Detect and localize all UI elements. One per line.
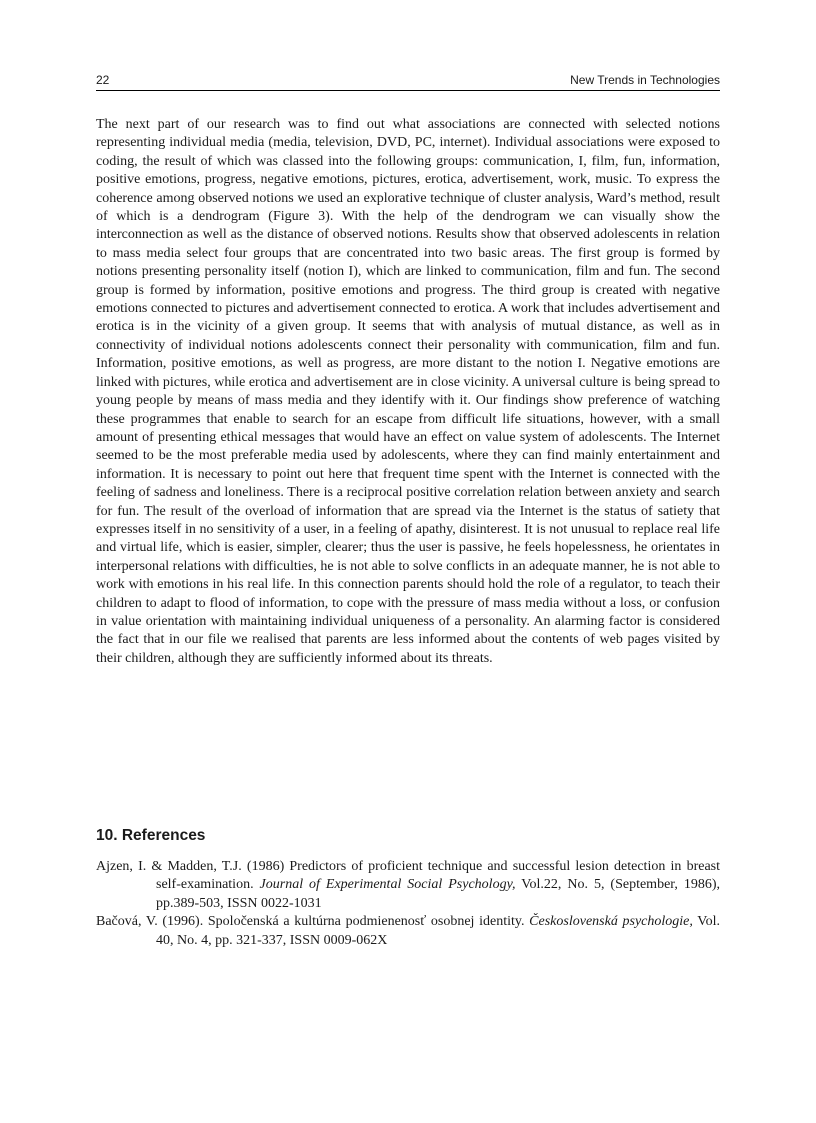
reference-text: Ajzen, I. & Madden, T.J. (1986) Predictors of proficient technique and successful lesion detection in breast self-examination. [96,859,720,893]
reference-text: Bačová, V. (1996). Spoločenská a kultúrna podmienenosť osobnej identity. [96,914,530,930]
references-list [96,858,720,950]
references-heading: 10. References [96,827,206,844]
body-paragraph: The next part of our research was to find out what associations are connected with selected notions representing individual media (media, television, DVD, PC, internet). Individual associations were exposed to coding, the result of which was classed into the following groups: communication, I, film, fun, information, positive emotions, progress, negative emotions, pictures, erotica, advertisement, work, music. To express the coherence among observed notions we used an explorative technique of cluster analysis, Ward’s method, result of which is a dendrogram (Figure 3). With the help of the dendrogram we can visually show the interconnection as well as the distance of observed notions. Results show that observed adolescents in relation to mass media select four groups that are concentrated into two basic areas. The first group is formed by notions presenting personality itself (notion I), which are linked to communication, film and fun. The second group is formed by information, positive emotions and progress. The third group is created with negative emotions connected to pictures and advertisement connected to erotica. A work that includes advertisement and erotica is in the vicinity of a given group. It seems that with analysis of mutual distance, as well as in connectivity of individual notions adolescents connect their personality with communication, film and fun. Information, positive emotions, as well as progress, are more distant to the notion I. Negative emotions are linked with pictures, while erotica and advertisement are in close vicinity. A universal culture is being spread to young people by means of mass media and they identify with it. Our findings show preference of watching these programmes that enable to search for an escape from difficult life situations, however, with a small amount of presenting ethical messages that would have an effect on value system of adolescents. The Internet seemed to be the most preferable media used by adolescents, where they can find mainly entertainment and information. It is necessary to point out here that frequent time spent with the Internet is connected with the feeling of sadness and loneliness. There is a reciprocal positive correlation relation between anxiety and search for fun. The result of the overload of information that are spread via the Internet is the status of satiety that expresses itself in no sensitivity of a user, in a feeling of apathy, disinterest. It is not unusual to replace real life and virtual life, which is easier, simpler, clearer; thus the user is passive, he feels hopelessness, he orientates in interpersonal relations with difficulties, he is not able to solve conflicts in an adequate manner, he is not able to work with emotions in his real life. In this connection parents should hold the role of a regulator, to teach their children to adapt to flood of information, to cope with the pressure of mass media without a loss, or confusion in value orientation with maintaining individual uniqueness of a personality. An alarming factor is considered the fact that in our file we realised that parents are less informed about the contents of web pages visited by their children, although they are sufficiently informed about its threats. [96,117,720,666]
reference-details: Vol. 40, No. 4, pp. 321-337, ISSN 0009-062X [156,914,720,948]
reference-journal: Journal of Experimental Social Psychology, [259,877,516,893]
reference-item-ajzen [96,858,720,913]
reference-details: Vol.22, No. 5, (September, 1986), pp.389-503, ISSN 0022-1031 [156,877,721,911]
reference-item-bacova [96,913,720,950]
page-number: 22 [96,73,110,87]
reference-journal: Československá psychologie, [529,914,693,930]
journal-title: New Trends in Technologies [570,73,720,87]
running-header [96,72,720,91]
